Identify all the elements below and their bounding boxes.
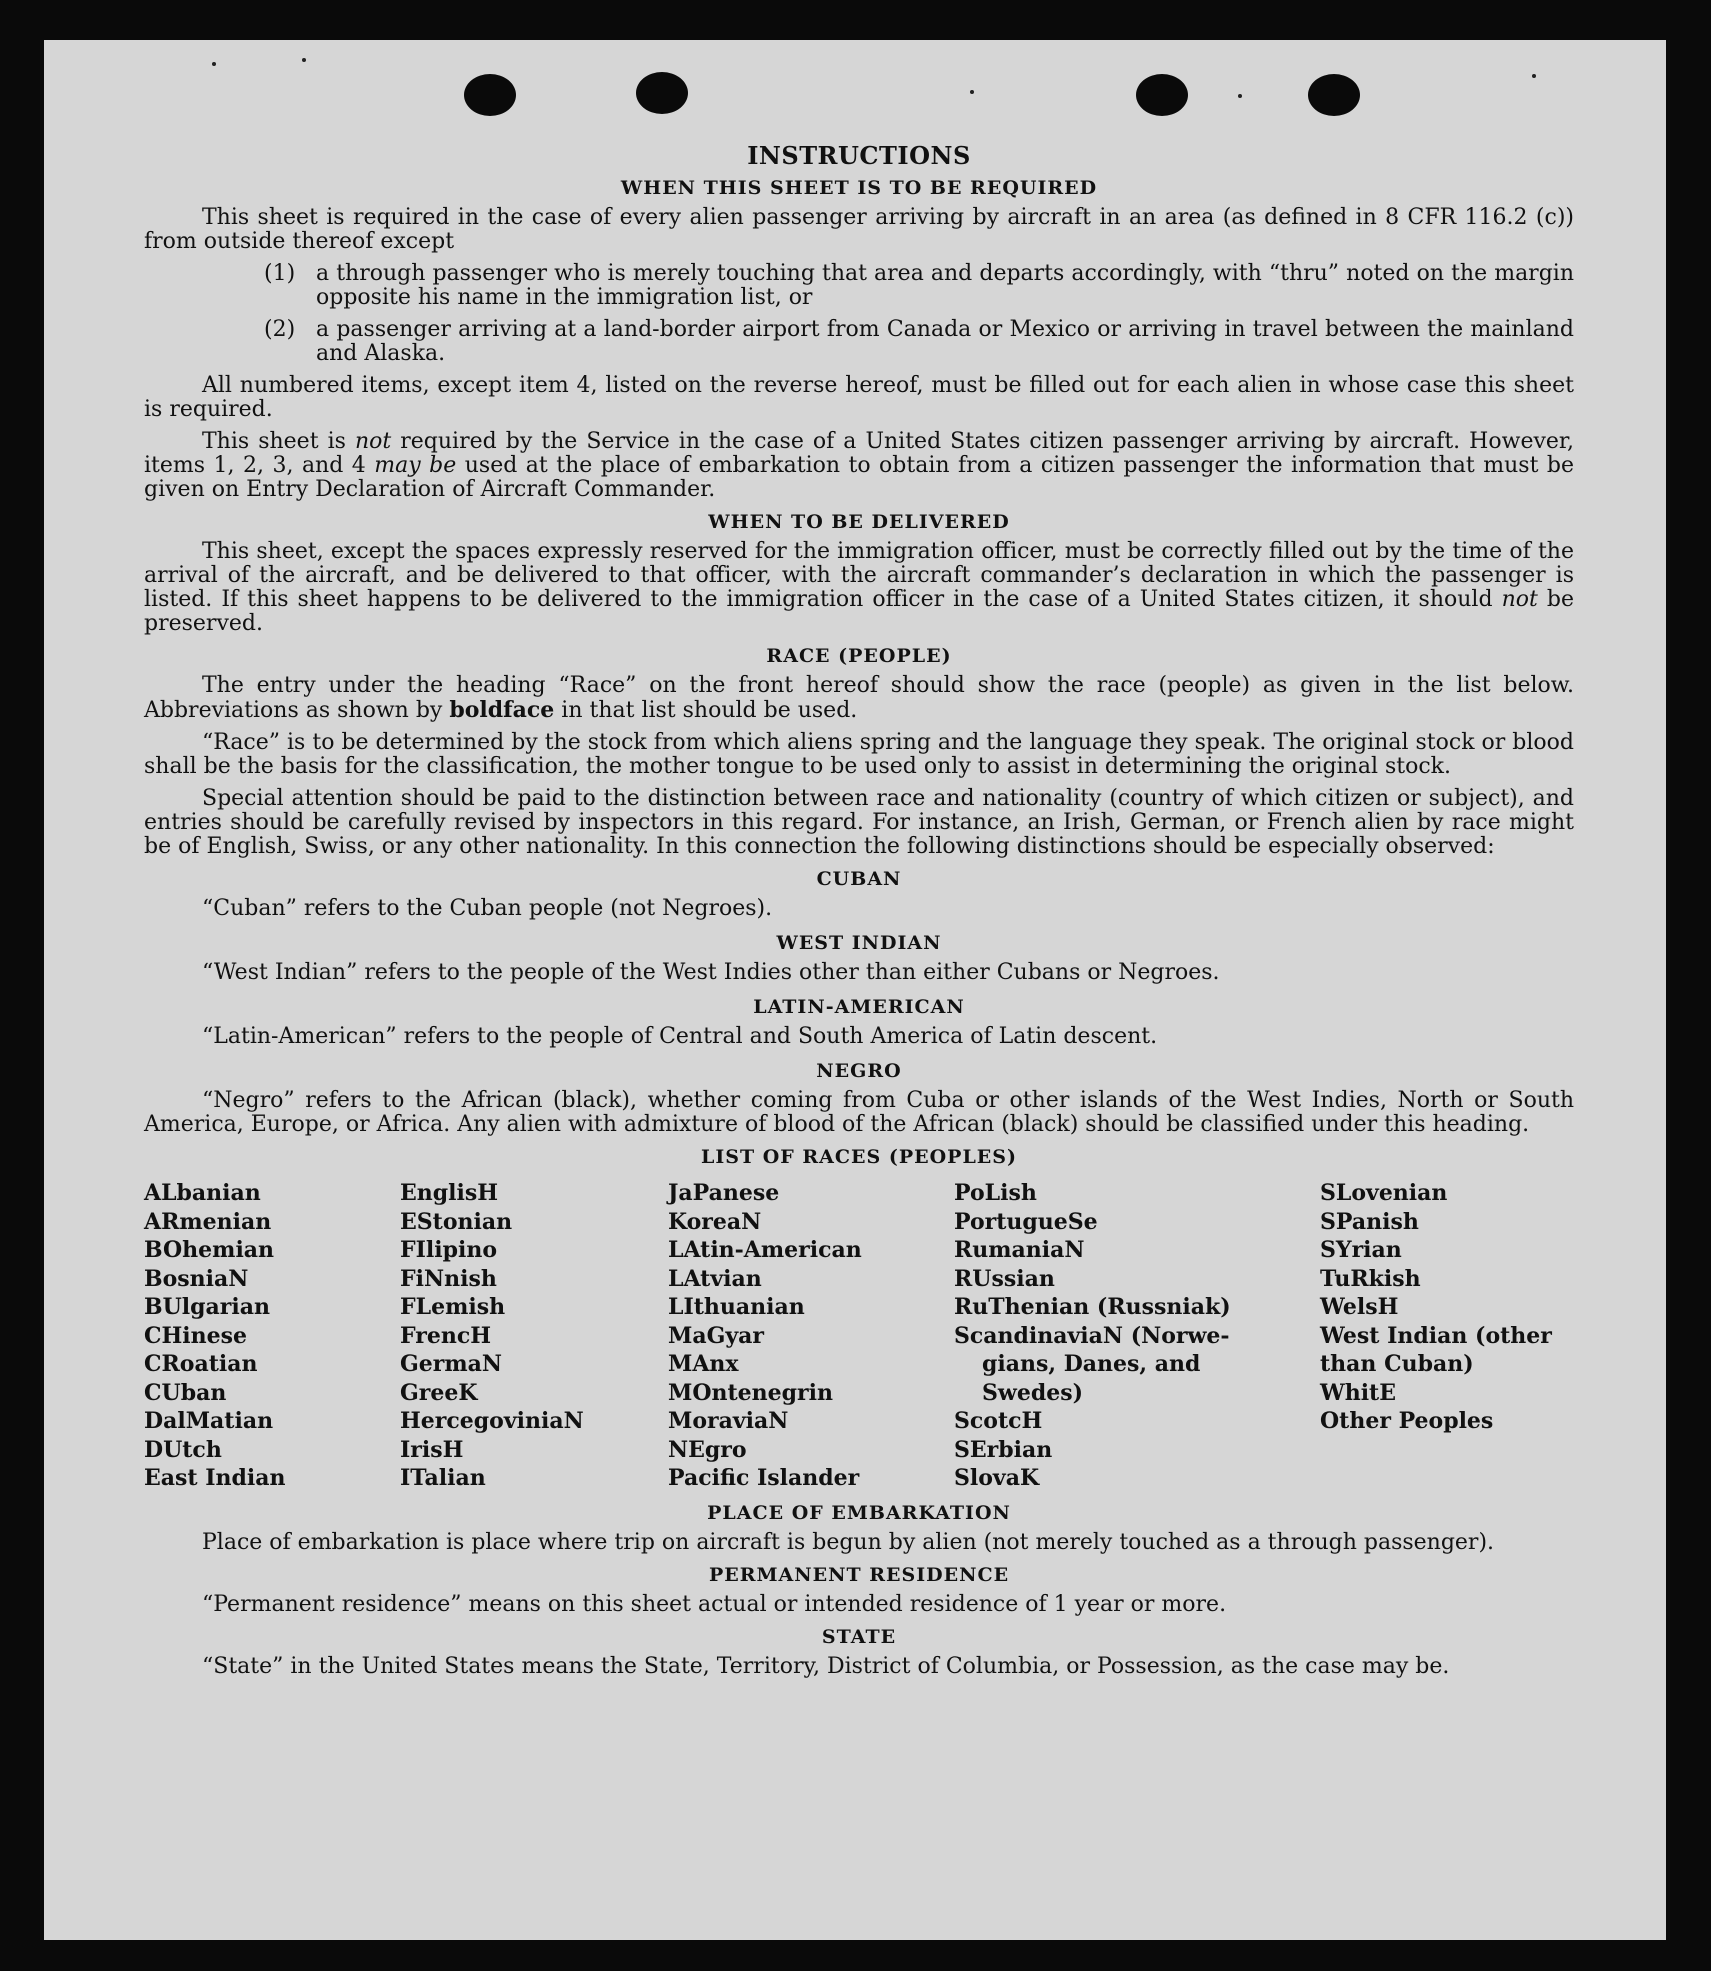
race-entry: CHinese: [144, 1322, 248, 1349]
race-entry: SPanish: [1320, 1208, 1419, 1235]
speck: [302, 58, 306, 62]
numbered-items-paragraph: All numbered items, except item 4, listed on the reverse hereof, must be filled out for each alien in whose case this sheet is required.: [144, 373, 1574, 422]
race-entry: BUlgarian: [144, 1294, 270, 1320]
race-entry: CUban: [144, 1379, 227, 1406]
race-entry: than Cuban): [1320, 1351, 1474, 1377]
race-entry: LIthuanian: [668, 1294, 805, 1320]
race-paragraph: Special attention should be paid to the distinction between race and nationality (country of which citizen or subject), and entries should be carefully revised by inspectors in this regard. For instance, an Irish, German, or French alien by race might be of English, Swiss, or any other nationality. In this connection the following distinctions should be especially observed:: [144, 786, 1574, 859]
section-heading-latin-american: LATIN-AMERICAN: [753, 996, 965, 1018]
race-entry: DalMatian: [144, 1408, 274, 1434]
race-entry: FLemish: [400, 1294, 506, 1320]
race-column: [1320, 1179, 1574, 1493]
race-column: [668, 1179, 954, 1493]
race-entry: ALbanian: [144, 1180, 261, 1206]
exception-text: a through passenger who is merely touching that area and departs accordingly, with “thru” noted on the margin opposite his name in the immigration list, or: [316, 261, 1574, 310]
race-entry: IrisH: [400, 1436, 464, 1463]
race-entry: PortugueSe: [954, 1208, 1098, 1235]
race-entry: PoLish: [954, 1180, 1037, 1206]
page-title: INSTRUCTIONS: [747, 141, 971, 170]
speck: [1238, 94, 1242, 98]
race-entry: BosniaN: [144, 1265, 249, 1292]
section-heading-cuban: CUBAN: [816, 868, 902, 890]
latin-american-definition: “Latin-American” refers to the people of Central and South America of Latin descent.: [202, 1024, 1158, 1049]
race-entry: Pacific Islander: [668, 1465, 860, 1491]
race-entry: gians, Danes, and: [982, 1351, 1201, 1377]
required-intro: This sheet is required in the case of every alien passenger arriving by aircraft in an area (as defined in 8 CFR 116.2 (c)) from outside thereof except: [144, 205, 1574, 254]
race-entry: Swedes): [982, 1379, 1083, 1406]
exception-item: [264, 318, 1574, 366]
residence-definition: “Permanent residence” means on this sheet actual or intended residence of 1 year or more.: [202, 1591, 1227, 1617]
race-entry: West Indian (other: [1320, 1322, 1552, 1349]
race-entry: RUssian: [954, 1265, 1055, 1292]
race-column: [400, 1179, 668, 1493]
section-heading-required: WHEN THIS SHEET IS TO BE REQUIRED: [620, 177, 1098, 199]
race-entry: EStonian: [400, 1208, 513, 1235]
section-heading-delivered: WHEN TO BE DELIVERED: [708, 511, 1010, 533]
cuban-definition: “Cuban” refers to the Cuban people (not Negroes).: [202, 896, 773, 921]
race-entry: LAtin-American: [668, 1237, 862, 1263]
race-entry: JaPanese: [668, 1180, 780, 1206]
instructions-content: [144, 104, 1574, 1687]
section-heading-residence: PERMANENT RESIDENCE: [708, 1563, 1010, 1586]
race-entry: GermaN: [400, 1351, 503, 1377]
speck: [1532, 74, 1536, 78]
race-entry: MAnx: [668, 1351, 739, 1377]
race-entry: LAtvian: [668, 1265, 762, 1292]
race-entry: MoraviaN: [668, 1408, 789, 1434]
race-paragraph: The entry under the heading “Race” on the front hereof should show the race (people) as given in the list below. Abbreviations as shown by boldface in that list should be used.: [144, 673, 1574, 723]
document-sheet: [44, 40, 1666, 1940]
race-entry: East Indian: [144, 1465, 286, 1491]
race-entry: DUtch: [144, 1436, 222, 1463]
race-entry: SLovenian: [1320, 1180, 1448, 1206]
race-entry: RuThenian (Russniak): [954, 1294, 1231, 1320]
race-entry: KoreaN: [668, 1208, 762, 1235]
race-entry: Other Peoples: [1320, 1408, 1494, 1434]
race-entry: ScotcH: [954, 1408, 1043, 1434]
race-entry: NEgro: [668, 1436, 747, 1463]
section-heading-negro: NEGRO: [816, 1060, 902, 1082]
section-heading-state: STATE: [821, 1625, 897, 1648]
race-entry: FIlipino: [400, 1237, 498, 1263]
race-paragraph: “Race” is to be determined by the stock from which aliens spring and the language they speak. The original stock or blood shall be the basis for the classification, the mother tongue to be used only to assist in determining the original stock.: [144, 730, 1574, 779]
section-heading-race: RACE (PEOPLE): [766, 645, 952, 667]
race-entry: ScandinaviaN (Norwe-: [954, 1322, 1230, 1349]
state-definition: “State” in the United States means the State, Territory, District of Columbia, or Possession, as the case may be.: [202, 1653, 1450, 1679]
race-entry: RumaniaN: [954, 1237, 1085, 1263]
speck: [212, 62, 216, 66]
race-list: [144, 1179, 1574, 1493]
race-entry: SlovaK: [954, 1465, 1040, 1491]
race-entry: SYrian: [1320, 1237, 1402, 1263]
race-entry: ITalian: [400, 1465, 486, 1491]
race-entry: CRoatian: [144, 1351, 258, 1377]
west-indian-definition: “West Indian” refers to the people of the West Indies other than either Cubans or Negroes.: [202, 960, 1220, 985]
delivered-paragraph: This sheet, except the spaces expressly reserved for the immigration officer, must be correctly filled out by the time of the arrival of the aircraft, and be delivered to that officer, with the aircraft commander’s declaration in which the passenger is listed. If this sheet happens to be delivered to the immigration officer in the case of a United States citizen, it should not be preserved.: [144, 539, 1574, 636]
exception-number: (2): [264, 317, 296, 342]
race-entry: HercegoviniaN: [400, 1408, 584, 1434]
exception-text: a passenger arriving at a land-border airport from Canada or Mexico or arriving in travel between the mainland and Alaska.: [316, 317, 1574, 366]
race-entry: EnglisH: [400, 1180, 499, 1206]
exception-item: [264, 262, 1574, 310]
section-heading-list-of-races: LIST OF RACES (PEOPLES): [701, 1146, 1017, 1168]
speck: [970, 90, 974, 94]
race-entry: FiNnish: [400, 1265, 497, 1292]
race-column: [144, 1179, 400, 1493]
race-column: [954, 1179, 1246, 1493]
race-entry: GreeK: [400, 1379, 478, 1406]
section-heading-west-indian: WEST INDIAN: [776, 932, 942, 954]
race-entry: ARmenian: [144, 1208, 272, 1235]
race-entry: MaGyar: [668, 1322, 765, 1349]
race-entry: SErbian: [954, 1436, 1053, 1463]
embarkation-definition: Place of embarkation is place where trip on aircraft is begun by alien (not merely touched as a through passenger).: [202, 1529, 1495, 1555]
race-entry: FrencH: [400, 1322, 491, 1349]
race-entry: MOntenegrin: [668, 1379, 833, 1406]
race-entry: TuRkish: [1320, 1265, 1421, 1292]
race-entry: BOhemian: [144, 1237, 275, 1263]
citizen-paragraph: This sheet is not required by the Service in the case of a United States citizen passenger arriving by aircraft. However, items 1, 2, 3, and 4 may be used at the place of embarkation to obtain from a citizen passenger the information that must be given on Entry Declaration of Aircraft Commander.: [144, 429, 1575, 502]
exception-number: (1): [264, 261, 296, 286]
negro-definition: “Negro” refers to the African (black), whether coming from Cuba or other islands of the West Indies, North or South America, Europe, or Africa. Any alien with admixture of blood of the African (black) should be classified under this heading.: [144, 1088, 1574, 1137]
race-entry: WelsH: [1320, 1294, 1399, 1320]
race-entry: WhitE: [1320, 1379, 1396, 1406]
section-heading-embarkation: PLACE OF EMBARKATION: [707, 1501, 1011, 1524]
